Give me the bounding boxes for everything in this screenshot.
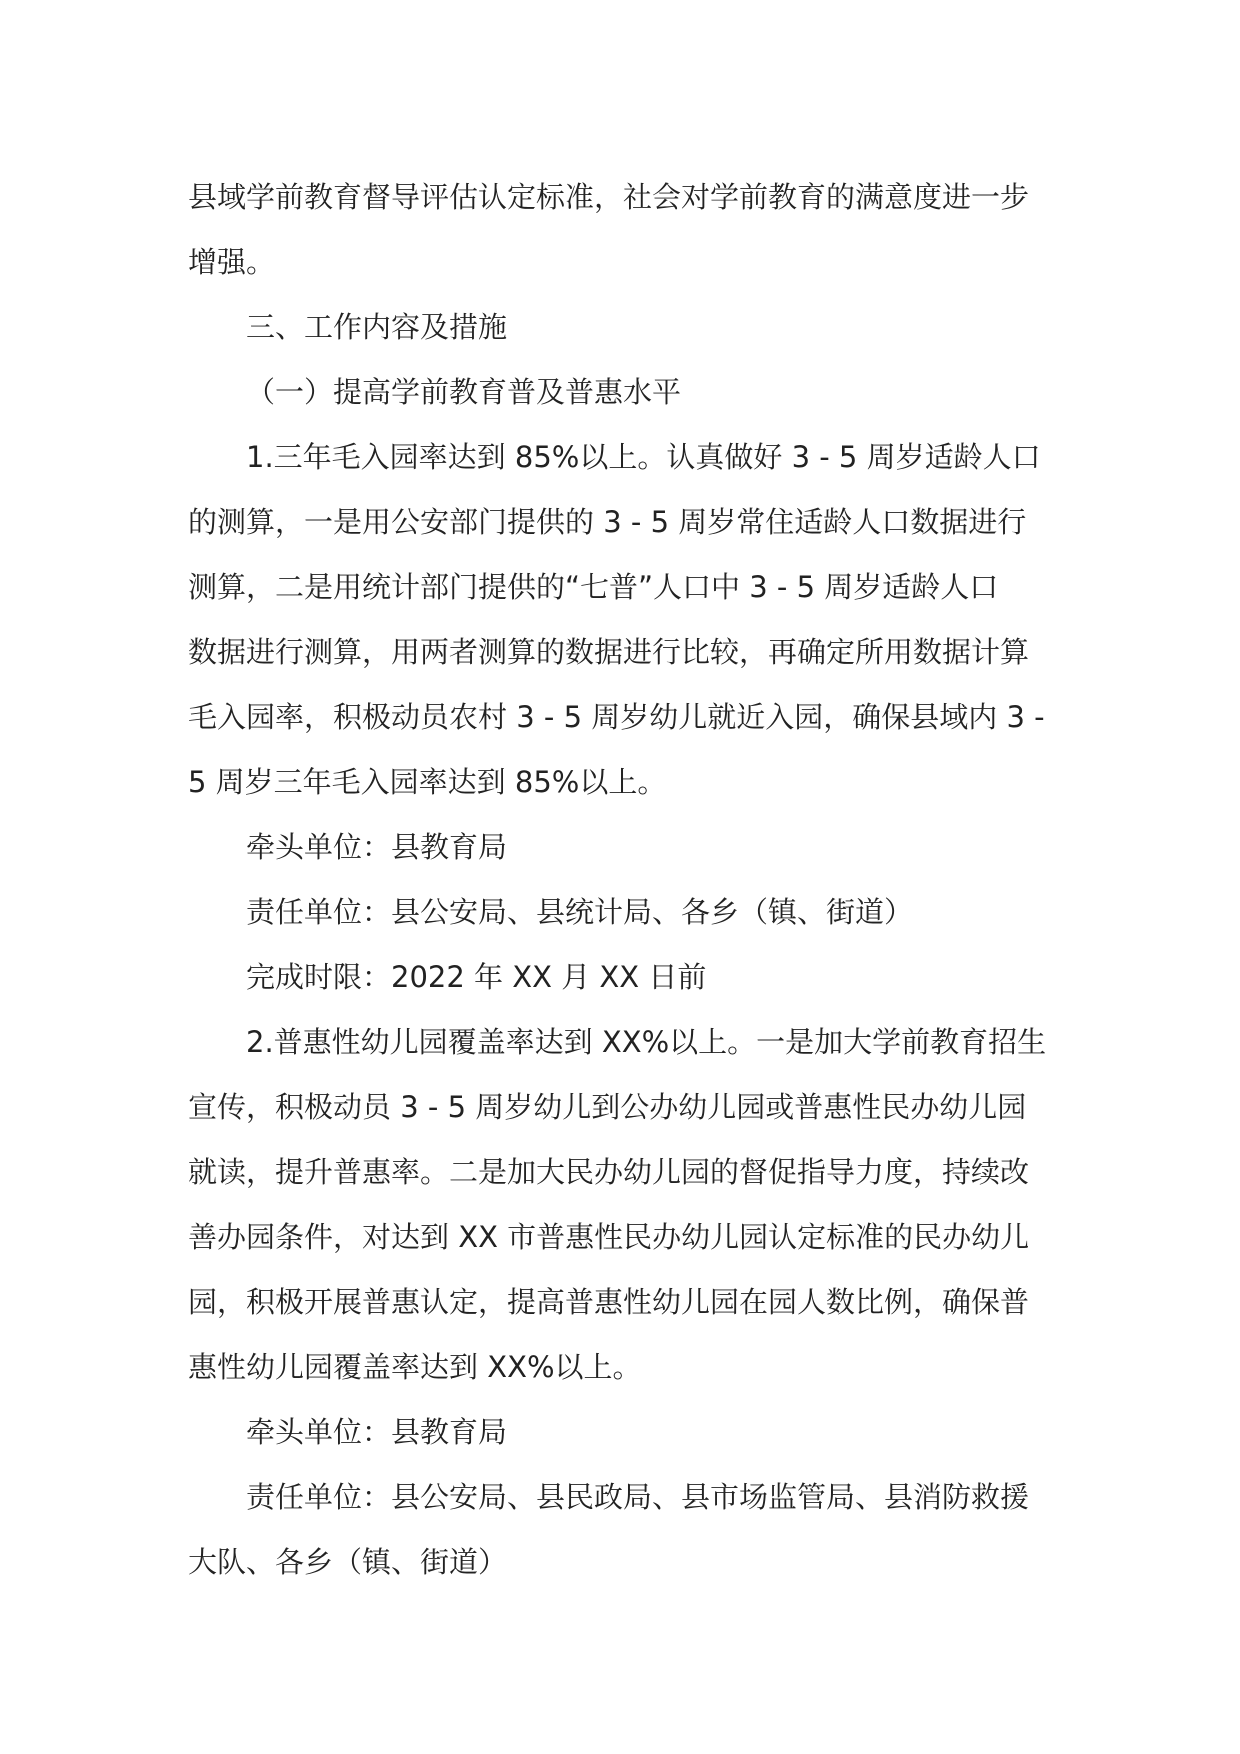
- paragraph-line: 惠性幼儿园覆盖率达到 XX%以上。: [188, 1350, 642, 1384]
- paragraph-line: 数据进行测算，用两者测算的数据进行比较，再确定所用数据计算: [188, 635, 1030, 669]
- paragraph-line: 宣传，积极动员 3 - 5 周岁幼儿到公办幼儿园或普惠性民办幼儿园: [188, 1090, 1027, 1124]
- lead-unit-line: 牵头单位：县教育局: [246, 830, 508, 864]
- paragraph-line: 园，积极开展普惠认定，提高普惠性幼儿园在园人数比例，确保普: [188, 1285, 1030, 1319]
- lead-unit-line: 牵头单位：县教育局: [246, 1415, 508, 1449]
- paragraph-line: 2.普惠性幼儿园覆盖率达到 XX%以上。一是加大学前教育招生: [246, 1025, 1047, 1059]
- subsection-heading: （一）提高学前教育普及普惠水平: [246, 375, 682, 409]
- paragraph-line: 善办园条件，对达到 XX 市普惠性民办幼儿园认定标准的民办幼儿: [188, 1220, 1030, 1254]
- paragraph-line: 县域学前教育督导评估认定标准，社会对学前教育的满意度进一步: [188, 180, 1030, 214]
- paragraph-line: 的测算，一是用公安部门提供的 3 - 5 周岁常住适龄人口数据进行: [188, 505, 1027, 539]
- paragraph-line: 大队、各乡（镇、街道）: [188, 1545, 508, 1579]
- paragraph-line: 毛入园率，积极动员农村 3 - 5 周岁幼儿就近入园，确保县域内 3 -: [188, 700, 1045, 734]
- responsible-unit-line: 责任单位：县公安局、县统计局、各乡（镇、街道）: [246, 895, 914, 929]
- paragraph-line: 测算，二是用统计部门提供的“七普”人口中 3 - 5 周岁适龄人口: [188, 570, 999, 604]
- paragraph-line: 5 周岁三年毛入园率达到 85%以上。: [188, 765, 667, 799]
- paragraph-line: 就读，提升普惠率。二是加大民办幼儿园的督促指导力度，持续改: [188, 1155, 1030, 1189]
- responsible-unit-line: 责任单位：县公安局、县民政局、县市场监管局、县消防救援: [246, 1480, 1030, 1514]
- section-heading: 三、工作内容及措施: [246, 310, 508, 344]
- deadline-line: 完成时限：2022 年 XX 月 XX 日前: [246, 960, 707, 994]
- paragraph-line: 增强。: [188, 245, 276, 279]
- document-body: [188, 165, 1053, 1595]
- paragraph-line: 1.三年毛入园率达到 85%以上。认真做好 3 - 5 周岁适龄人口: [246, 440, 1041, 474]
